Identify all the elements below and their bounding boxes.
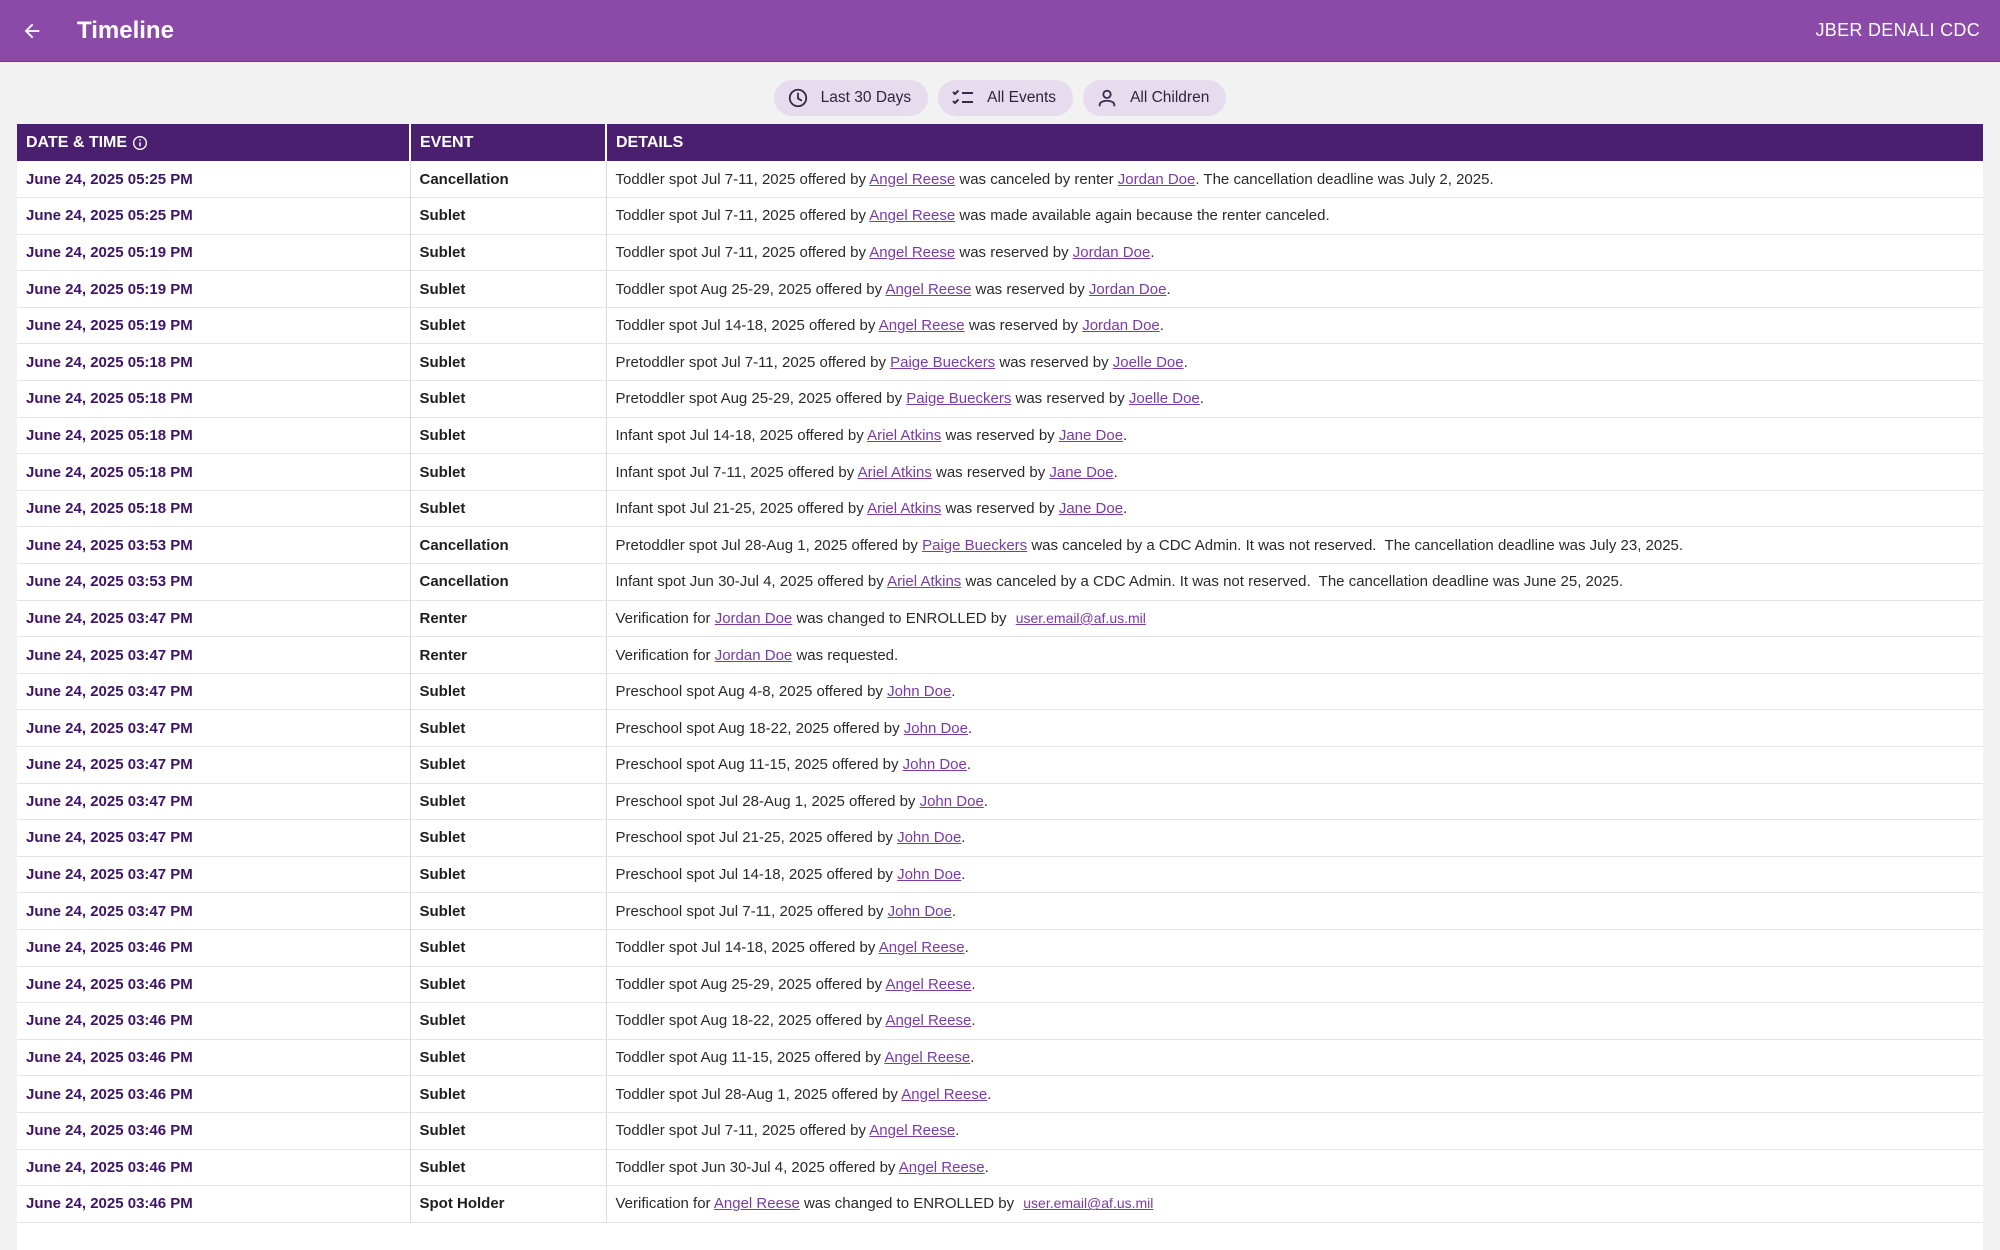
details-text: was changed to ENROLLED by xyxy=(799,1195,1019,1213)
row-datetime: June 24, 2025 03:46 PM xyxy=(17,1149,410,1186)
row-details xyxy=(606,161,1983,198)
row-event: Cancellation xyxy=(410,564,606,601)
person-link[interactable]: Jane Doe xyxy=(1049,463,1114,481)
details-text: . xyxy=(951,683,956,701)
row-event: Sublet xyxy=(410,234,606,271)
person-link[interactable]: Angel Reese xyxy=(884,1049,971,1067)
row-event: Sublet xyxy=(410,1003,606,1040)
filter-date-range[interactable] xyxy=(774,80,928,116)
row-datetime: June 24, 2025 03:47 PM xyxy=(17,856,410,893)
person-link[interactable]: Jordan Doe xyxy=(1082,317,1160,335)
table-row[interactable] xyxy=(17,893,1983,930)
app-bar xyxy=(0,0,2000,62)
details-text: was reserved by xyxy=(1011,390,1129,408)
row-datetime: June 24, 2025 05:19 PM xyxy=(17,234,410,271)
row-details xyxy=(606,307,1983,344)
person-link[interactable]: John Doe xyxy=(919,792,984,810)
table-row[interactable] xyxy=(17,1076,1983,1113)
row-event: Sublet xyxy=(410,271,606,308)
details-text: was reserved by xyxy=(941,426,1059,444)
column-header-event[interactable]: EVENT xyxy=(410,124,606,161)
row-datetime: June 24, 2025 03:47 PM xyxy=(17,600,410,637)
timeline-table-container[interactable] xyxy=(17,124,1983,1250)
row-details xyxy=(606,417,1983,454)
row-event: Sublet xyxy=(410,710,606,747)
column-header-details[interactable]: DETAILS xyxy=(606,124,1983,161)
row-event: Sublet xyxy=(410,381,606,418)
back-button[interactable] xyxy=(17,16,47,46)
row-event: Sublet xyxy=(410,1076,606,1113)
table-row[interactable] xyxy=(17,1003,1983,1040)
row-datetime: June 24, 2025 03:47 PM xyxy=(17,893,410,930)
row-event: Sublet xyxy=(410,893,606,930)
details-text: was reserved by xyxy=(941,500,1059,518)
person-link[interactable]: Ariel Atkins xyxy=(867,500,942,518)
details-text: was requested. xyxy=(792,646,899,664)
table-row[interactable] xyxy=(17,710,1983,747)
page-title: Timeline xyxy=(77,16,174,44)
row-datetime: June 24, 2025 03:46 PM xyxy=(17,1039,410,1076)
person-link[interactable]: Jane Doe xyxy=(1058,426,1124,444)
table-row[interactable] xyxy=(17,1112,1983,1149)
row-details xyxy=(606,747,1983,784)
table-row[interactable] xyxy=(17,307,1983,344)
details-text: . xyxy=(1113,463,1118,481)
row-details xyxy=(606,600,1983,637)
details-text: Verification for xyxy=(615,609,715,627)
row-event: Sublet xyxy=(410,417,606,454)
table-row[interactable] xyxy=(17,234,1983,271)
details-text: Infant spot Jul 7-11, 2025 offered by xyxy=(615,463,858,481)
person-link[interactable]: Angel Reese xyxy=(869,1122,956,1140)
org-name: JBER DENALI CDC xyxy=(1815,20,1980,40)
person-link[interactable]: Angel Reese xyxy=(878,939,965,957)
column-header-datetime-label: DATE & TIME xyxy=(26,133,128,151)
clock-icon xyxy=(787,87,809,109)
row-datetime: June 24, 2025 03:46 PM xyxy=(17,1186,410,1223)
row-datetime: June 24, 2025 05:19 PM xyxy=(17,307,410,344)
person-link[interactable]: Jane Doe xyxy=(1058,500,1124,518)
row-datetime: June 24, 2025 03:46 PM xyxy=(17,1076,410,1113)
row-event: Spot Holder xyxy=(410,1186,606,1223)
details-text: was reserved by xyxy=(964,317,1083,335)
person-link[interactable]: Jordan Doe xyxy=(1072,243,1151,261)
row-details xyxy=(606,710,1983,747)
row-datetime: June 24, 2025 05:18 PM xyxy=(17,490,410,527)
details-text: Pretoddler spot Jul 28-Aug 1, 2025 offered by xyxy=(615,536,923,554)
details-text: Infant spot Jul 21-25, 2025 offered by xyxy=(615,500,868,518)
details-text: . xyxy=(984,1158,989,1176)
filter-children-label: All Children xyxy=(1130,89,1210,106)
row-datetime: June 24, 2025 05:25 PM xyxy=(17,161,410,198)
row-event: Sublet xyxy=(410,490,606,527)
row-details xyxy=(606,1076,1983,1113)
row-datetime: June 24, 2025 03:47 PM xyxy=(17,710,410,747)
row-event: Sublet xyxy=(410,198,606,235)
filter-bar xyxy=(0,80,2000,116)
row-details xyxy=(606,637,1983,674)
row-event: Renter xyxy=(410,637,606,674)
table-row[interactable] xyxy=(17,381,1983,418)
row-details xyxy=(606,1186,1983,1223)
row-details xyxy=(606,1112,1983,1149)
details-text: Preschool spot Aug 11-15, 2025 offered by xyxy=(615,756,903,774)
table-header-row xyxy=(17,124,1983,161)
details-text: Pretoddler spot Aug 25-29, 2025 offered by xyxy=(615,390,907,408)
row-datetime: June 24, 2025 05:18 PM xyxy=(17,454,410,491)
person-link[interactable]: Paige Bueckers xyxy=(890,353,996,371)
details-text: Verification for xyxy=(615,1195,714,1213)
row-event: Sublet xyxy=(410,820,606,857)
row-details xyxy=(606,454,1983,491)
row-event: Renter xyxy=(410,600,606,637)
details-text: Pretoddler spot Jul 7-11, 2025 offered by xyxy=(615,353,891,371)
person-link[interactable]: Joelle Doe xyxy=(1112,353,1184,371)
details-text: Toddler spot Jun 30-Jul 4, 2025 offered by xyxy=(615,1158,899,1176)
details-text: was reserved by xyxy=(995,353,1113,371)
email-link[interactable]: user.email@af.us.mil xyxy=(1015,609,1146,626)
filter-events[interactable] xyxy=(938,80,1073,116)
person-link[interactable]: Jordan Doe xyxy=(1117,170,1196,188)
person-link[interactable]: Angel Reese xyxy=(885,975,972,993)
table-row[interactable] xyxy=(17,820,1983,857)
details-text: Preschool spot Jul 28-Aug 1, 2025 offered by xyxy=(615,792,920,810)
table-row[interactable] xyxy=(17,344,1983,381)
table-row[interactable] xyxy=(17,564,1983,601)
row-event: Sublet xyxy=(410,783,606,820)
row-datetime: June 24, 2025 03:47 PM xyxy=(17,783,410,820)
table-row[interactable] xyxy=(17,454,1983,491)
details-text: . xyxy=(970,1049,975,1067)
row-event: Sublet xyxy=(410,307,606,344)
details-text: . xyxy=(983,792,988,810)
row-datetime: June 24, 2025 03:47 PM xyxy=(17,747,410,784)
details-text: was reserved by xyxy=(955,243,1073,261)
person-link[interactable]: Jordan Doe xyxy=(714,609,793,627)
details-text: . xyxy=(1159,317,1164,335)
details-text: . xyxy=(971,1012,976,1030)
table-row[interactable] xyxy=(17,637,1983,674)
details-text: . xyxy=(1199,390,1204,408)
person-link[interactable]: Angel Reese xyxy=(898,1158,985,1176)
person-link[interactable]: John Doe xyxy=(902,756,967,774)
person-link[interactable]: John Doe xyxy=(887,683,952,701)
details-text: Verification for xyxy=(615,646,715,664)
details-text: Toddler spot Jul 14-18, 2025 offered by xyxy=(615,317,879,335)
row-event: Sublet xyxy=(410,966,606,1003)
row-details xyxy=(606,1149,1983,1186)
row-details xyxy=(606,673,1983,710)
row-datetime: June 24, 2025 03:46 PM xyxy=(17,1003,410,1040)
details-text: . The cancellation deadline was July 2, 2025. xyxy=(1195,170,1494,188)
person-link[interactable]: Ariel Atkins xyxy=(867,426,942,444)
row-details xyxy=(606,527,1983,564)
row-event: Sublet xyxy=(410,1039,606,1076)
row-event: Sublet xyxy=(410,673,606,710)
row-event: Sublet xyxy=(410,747,606,784)
email-link[interactable]: user.email@af.us.mil xyxy=(1023,1195,1154,1212)
details-text: Toddler spot Jul 7-11, 2025 offered by xyxy=(615,207,870,225)
details-text: was canceled by a CDC Admin. It was not reserved. The cancellation deadline was June 25, 2025. xyxy=(961,573,1624,591)
row-datetime: June 24, 2025 05:18 PM xyxy=(17,381,410,418)
table-row[interactable] xyxy=(17,747,1983,784)
details-text: . xyxy=(955,1122,960,1140)
row-event: Sublet xyxy=(410,856,606,893)
row-datetime: June 24, 2025 03:46 PM xyxy=(17,1112,410,1149)
details-text: Preschool spot Jul 14-18, 2025 offered by xyxy=(615,866,898,884)
details-text: Infant spot Jun 30-Jul 4, 2025 offered by xyxy=(615,573,888,591)
row-event: Sublet xyxy=(410,454,606,491)
person-link[interactable]: Jordan Doe xyxy=(714,646,793,664)
details-text: . xyxy=(1123,426,1128,444)
details-text: . xyxy=(1123,500,1128,518)
row-details xyxy=(606,381,1983,418)
row-datetime: June 24, 2025 05:18 PM xyxy=(17,417,410,454)
row-event: Sublet xyxy=(410,929,606,966)
person-link[interactable]: Paige Bueckers xyxy=(922,536,1028,554)
table-row[interactable] xyxy=(17,929,1983,966)
person-link[interactable]: John Doe xyxy=(897,866,962,884)
details-text: Toddler spot Jul 14-18, 2025 offered by xyxy=(615,939,879,957)
details-text: Preschool spot Aug 4-8, 2025 offered by xyxy=(615,683,888,701)
filter-children[interactable] xyxy=(1083,80,1226,116)
person-link[interactable]: Angel Reese xyxy=(869,207,956,225)
details-text: . xyxy=(951,902,957,920)
person-link[interactable]: Angel Reese xyxy=(878,317,965,335)
details-text: Toddler spot Jul 7-11, 2025 offered by xyxy=(615,243,870,261)
table-row[interactable] xyxy=(17,673,1983,710)
row-datetime: June 24, 2025 05:19 PM xyxy=(17,271,410,308)
row-details xyxy=(606,490,1983,527)
row-details xyxy=(606,929,1983,966)
row-datetime: June 24, 2025 05:18 PM xyxy=(17,344,410,381)
details-text: . xyxy=(964,939,969,957)
row-details xyxy=(606,856,1983,893)
row-datetime: June 24, 2025 05:25 PM xyxy=(17,198,410,235)
filter-date-range-label: Last 30 Days xyxy=(820,89,912,106)
arrow-left-icon xyxy=(21,20,43,42)
table-row[interactable] xyxy=(17,1039,1983,1076)
row-details xyxy=(606,271,1983,308)
details-text: was reserved by xyxy=(971,280,1089,298)
details-text: Toddler spot Aug 25-29, 2025 offered by xyxy=(615,280,886,298)
person-icon xyxy=(1096,87,1118,109)
row-datetime: June 24, 2025 03:46 PM xyxy=(17,966,410,1003)
person-link[interactable]: Joelle Doe xyxy=(1128,390,1200,408)
table-row[interactable] xyxy=(17,1149,1983,1186)
row-event: Cancellation xyxy=(410,527,606,564)
details-text: . xyxy=(966,756,972,774)
details-text: . xyxy=(961,866,966,884)
table-row[interactable] xyxy=(17,161,1983,198)
details-text: Toddler spot Jul 28-Aug 1, 2025 offered by xyxy=(615,1085,902,1103)
details-text: was reserved by xyxy=(931,463,1050,481)
details-text: Preschool spot Jul 21-25, 2025 offered by xyxy=(615,829,898,847)
table-body xyxy=(17,161,1983,1222)
person-link[interactable]: Angel Reese xyxy=(901,1085,988,1103)
row-details xyxy=(606,783,1983,820)
table-row[interactable] xyxy=(17,1186,1983,1223)
row-datetime: June 24, 2025 03:46 PM xyxy=(17,929,410,966)
row-details xyxy=(606,893,1983,930)
table-row[interactable] xyxy=(17,490,1983,527)
person-link[interactable]: John Doe xyxy=(887,902,952,920)
details-text: Toddler spot Aug 18-22, 2025 offered by xyxy=(615,1012,886,1030)
details-text: . xyxy=(987,1085,992,1103)
filter-events-label: All Events xyxy=(987,89,1057,106)
table-row[interactable] xyxy=(17,783,1983,820)
person-link[interactable]: Angel Reese xyxy=(869,170,956,188)
details-text: . xyxy=(967,719,973,737)
person-link[interactable]: John Doe xyxy=(897,829,962,847)
details-text: Toddler spot Aug 25-29, 2025 offered by xyxy=(615,975,886,993)
row-details xyxy=(606,1039,1983,1076)
table-row[interactable] xyxy=(17,856,1983,893)
details-text: . xyxy=(1150,243,1155,261)
row-datetime: June 24, 2025 03:53 PM xyxy=(17,527,410,564)
row-details xyxy=(606,1003,1983,1040)
timeline-table xyxy=(17,124,1983,1223)
details-text: Preschool spot Aug 18-22, 2025 offered by xyxy=(615,719,904,737)
table-row[interactable] xyxy=(17,600,1983,637)
row-details xyxy=(606,344,1983,381)
details-text: Toddler spot Jul 7-11, 2025 offered by xyxy=(615,170,870,188)
details-text: Preschool spot Jul 7-11, 2025 offered by xyxy=(615,902,888,920)
person-link[interactable]: Angel Reese xyxy=(869,243,956,261)
table-row[interactable] xyxy=(17,527,1983,564)
person-link[interactable]: Jordan Doe xyxy=(1088,280,1167,298)
table-row[interactable] xyxy=(17,417,1983,454)
row-details xyxy=(606,820,1983,857)
details-text: was made available again because the renter canceled. xyxy=(955,207,1330,225)
column-header-datetime[interactable] xyxy=(17,124,410,161)
row-details xyxy=(606,234,1983,271)
checklist-icon xyxy=(951,88,975,108)
row-datetime: June 24, 2025 03:47 PM xyxy=(17,673,410,710)
person-link[interactable]: John Doe xyxy=(903,719,968,737)
person-link[interactable]: Ariel Atkins xyxy=(857,463,932,481)
row-details xyxy=(606,966,1983,1003)
details-text: . xyxy=(971,975,976,993)
person-link[interactable]: Paige Bueckers xyxy=(906,390,1012,408)
details-text: was changed to ENROLLED by xyxy=(792,609,1011,627)
person-link[interactable]: Angel Reese xyxy=(713,1195,800,1213)
row-event: Sublet xyxy=(410,1149,606,1186)
details-text: Toddler spot Aug 11-15, 2025 offered by xyxy=(615,1049,885,1067)
table-row[interactable] xyxy=(17,966,1983,1003)
row-event: Sublet xyxy=(410,344,606,381)
details-text: . xyxy=(1166,280,1171,298)
row-details xyxy=(606,564,1983,601)
table-row[interactable] xyxy=(17,198,1983,235)
row-datetime: June 24, 2025 03:53 PM xyxy=(17,564,410,601)
details-text: was canceled by a CDC Admin. It was not reserved. The cancellation deadline was July 23, 2025. xyxy=(1027,536,1684,554)
row-details xyxy=(606,198,1983,235)
row-event: Sublet xyxy=(410,1112,606,1149)
person-link[interactable]: Ariel Atkins xyxy=(887,573,962,591)
details-text: Toddler spot Jul 7-11, 2025 offered by xyxy=(615,1122,870,1140)
person-link[interactable]: Angel Reese xyxy=(885,280,972,298)
details-text: . xyxy=(1183,353,1188,371)
row-datetime: June 24, 2025 03:47 PM xyxy=(17,637,410,674)
row-event: Cancellation xyxy=(410,161,606,198)
table-row[interactable] xyxy=(17,271,1983,308)
details-text: was canceled by renter xyxy=(955,170,1118,188)
info-icon[interactable] xyxy=(132,135,148,151)
person-link[interactable]: Angel Reese xyxy=(885,1012,972,1030)
row-datetime: June 24, 2025 03:47 PM xyxy=(17,820,410,857)
details-text: Infant spot Jul 14-18, 2025 offered by xyxy=(615,426,868,444)
details-text: . xyxy=(961,829,966,847)
